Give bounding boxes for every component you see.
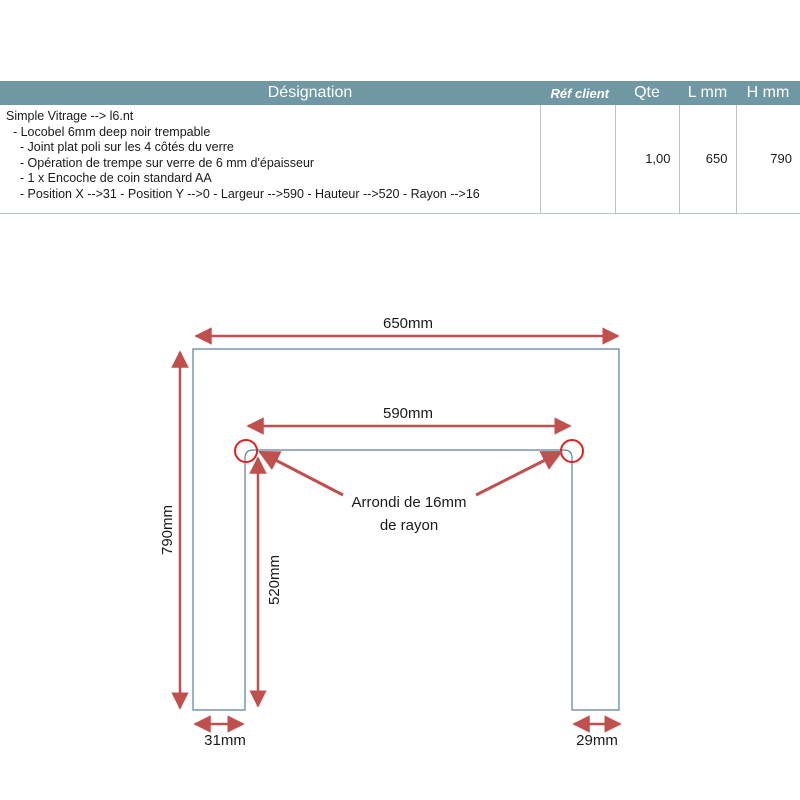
radius-note-line-1: Arrondi de 16mm [351, 494, 467, 511]
header-l-mm: L mm [679, 81, 736, 105]
notch-width-label: 590mm [382, 405, 434, 422]
description-line: - Position X -->31 - Position Y -->0 - Largeur -->590 - Hauteur -->520 - Rayon -->16 [6, 186, 480, 201]
header-designation: Désignation [0, 81, 540, 105]
description-line: - Locobel 6mm deep noir trempable [6, 124, 211, 139]
header-qte: Qte [615, 81, 679, 105]
description-line: - 1 x Encoche de coin standard AA [6, 171, 212, 186]
total-height-label: 790mm [159, 504, 176, 556]
left-radius-arrow [260, 452, 343, 495]
notch-height-label: 520mm [266, 554, 283, 606]
header-ref-client: Réf client [540, 81, 615, 105]
radius-note-line-2: de rayon [379, 517, 439, 534]
header-h-mm: H mm [736, 81, 800, 105]
description-line: - Opération de trempe sur verre de 6 mm d'épaisseur [6, 155, 315, 170]
qte-cell: 1,00 [615, 105, 679, 213]
left-radius-marker [235, 440, 257, 462]
right-radius-arrow [476, 452, 561, 495]
total-width-label: 650mm [382, 315, 434, 332]
h-mm-cell: 790 [736, 105, 800, 213]
description-line: Simple Vitrage --> l6.nt [6, 109, 134, 123]
left-leg-label: 31mm [204, 732, 246, 749]
l-mm-cell: 650 [679, 105, 736, 213]
description-line: - Joint plat poli sur les 4 côtés du verre [6, 140, 234, 155]
right-leg-label: 29mm [576, 732, 618, 749]
